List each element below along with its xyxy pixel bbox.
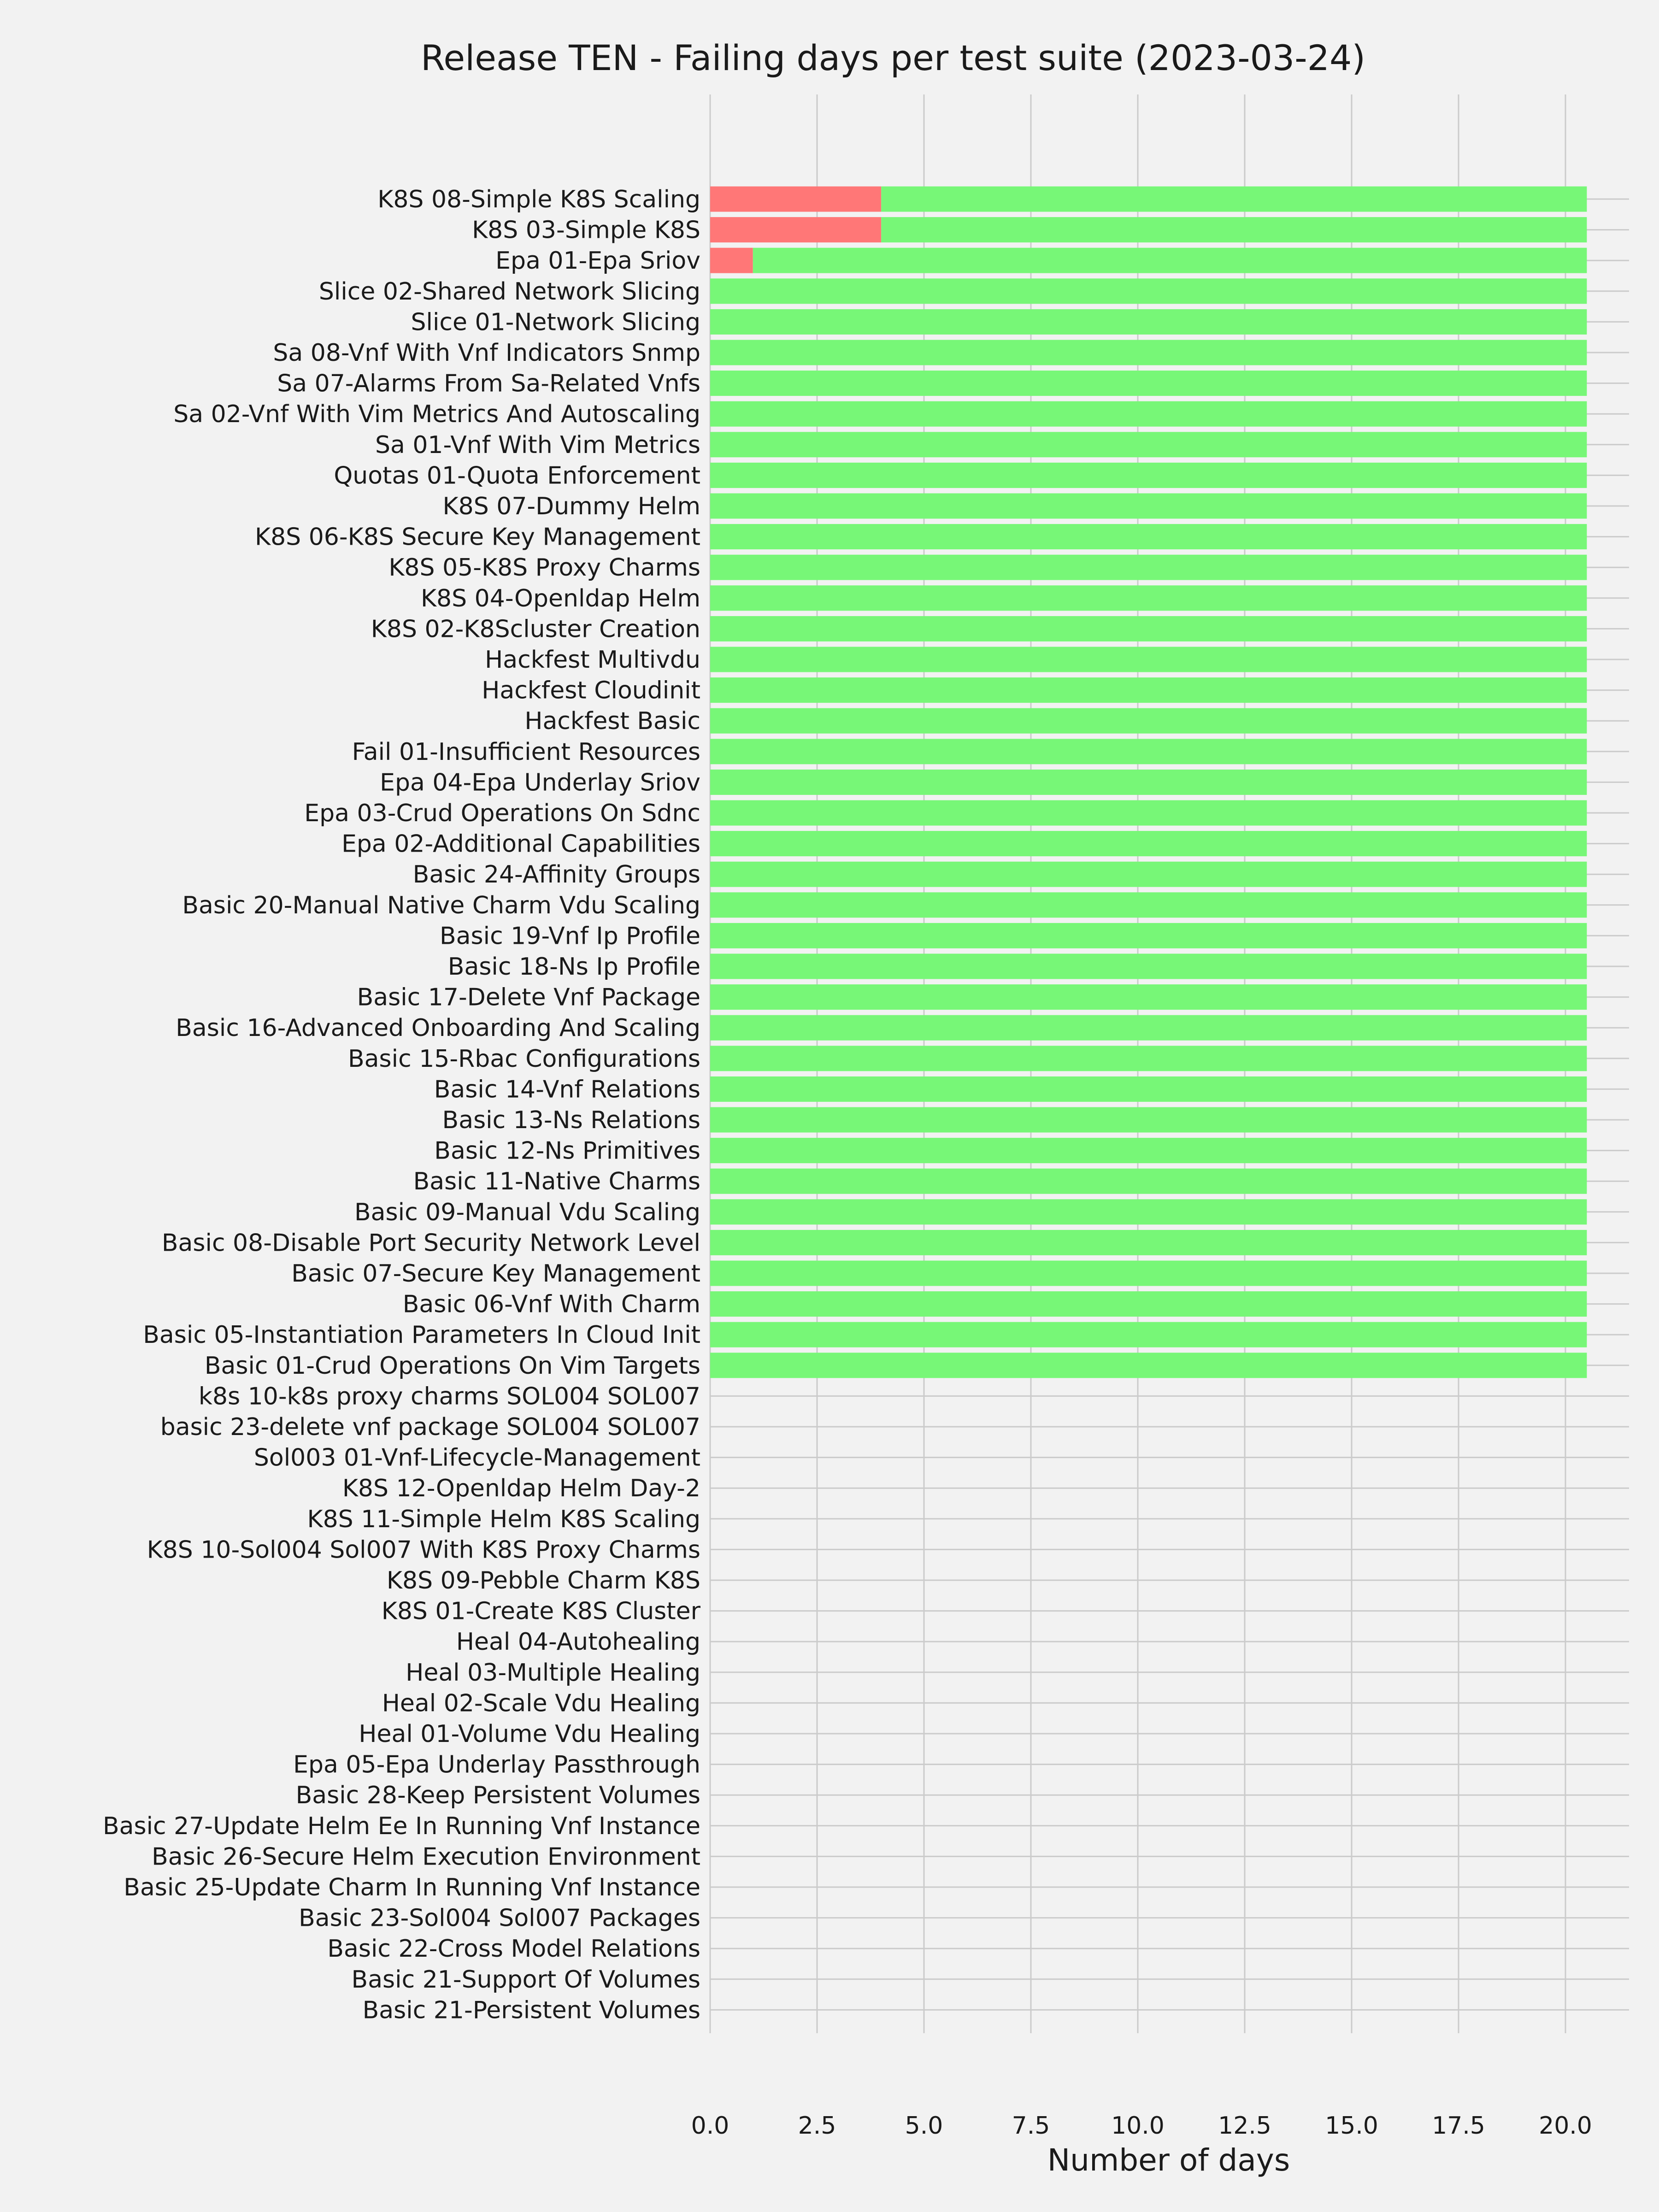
y-tick-label: K8S 08-Simple K8S Scaling xyxy=(377,186,700,213)
y-tick-label: Basic 19-Vnf Ip Profile xyxy=(439,922,700,950)
y-tick-label: Basic 26-Secure Helm Execution Environment xyxy=(152,1843,700,1871)
bar-passing xyxy=(710,278,1587,304)
bar-passing xyxy=(710,524,1587,549)
y-tick-label: Slice 02-Shared Network Slicing xyxy=(318,277,700,306)
y-tick-label: Basic 13-Ns Relations xyxy=(442,1106,700,1134)
y-tick-label: Basic 25-Update Charm In Running Vnf Instance xyxy=(124,1874,700,1901)
y-tick-label: Basic 22-Cross Model Relations xyxy=(327,1935,700,1963)
y-tick-label: Slice 01-Network Slicing xyxy=(411,308,700,336)
y-tick-label: K8S 10-Sol004 Sol007 With K8S Proxy Charms xyxy=(147,1536,700,1564)
y-tick-label: Basic 16-Advanced Onboarding And Scaling xyxy=(176,1014,700,1042)
y-tick-label: Heal 01-Volume Vdu Healing xyxy=(359,1720,700,1748)
y-tick-label: Basic 14-Vnf Relations xyxy=(434,1076,700,1104)
y-tick-label: Basic 05-Instantiation Parameters In Cloud Init xyxy=(143,1321,700,1349)
x-tick-label: 17.5 xyxy=(1432,2112,1485,2140)
y-tick-label: K8S 11-Simple Helm K8S Scaling xyxy=(307,1505,700,1533)
bar-passing xyxy=(710,1291,1587,1317)
y-tick-label: Basic 24-Affinity Groups xyxy=(412,861,700,889)
x-tick-labels xyxy=(691,2112,1592,2140)
y-tick-label: K8S 03-Simple K8S xyxy=(472,216,700,244)
y-tick-label: K8S 04-Openldap Helm xyxy=(420,584,700,612)
bar-passing xyxy=(710,923,1587,948)
y-tick-label: Epa 05-Epa Underlay Passthrough xyxy=(293,1751,700,1779)
y-tick-label: Basic 06-Vnf With Charm xyxy=(402,1290,700,1318)
x-tick-label: 5.0 xyxy=(905,2112,943,2140)
y-tick-label: Epa 03-Crud Operations On Sdnc xyxy=(304,800,700,827)
bar-passing xyxy=(710,555,1587,580)
x-tick-label: 10.0 xyxy=(1111,2112,1165,2140)
bar-passing xyxy=(710,340,1587,365)
bar-passing xyxy=(710,1169,1587,1194)
bar-passing xyxy=(710,831,1587,856)
bar-passing xyxy=(710,585,1587,611)
bar-passing xyxy=(710,984,1587,1010)
bar-passing xyxy=(753,248,1587,273)
x-axis-label: Number of days xyxy=(1047,2142,1290,2178)
bar-passing xyxy=(710,1353,1587,1378)
bar-failing xyxy=(710,217,881,242)
x-tick-label: 0.0 xyxy=(691,2112,729,2140)
y-tick-label: basic 23-delete vnf package SOL004 SOL007 xyxy=(160,1413,700,1441)
y-tick-label: Fail 01-Insufficient Resources xyxy=(352,738,700,766)
y-tick-label: Hackfest Cloudinit xyxy=(482,677,700,705)
chart-title: Release TEN - Failing days per test suite (2023-03-24) xyxy=(421,37,1365,78)
bar-passing xyxy=(881,187,1587,212)
y-tick-label: Sol003 01-Vnf-Lifecycle-Management xyxy=(253,1444,700,1472)
y-tick-label: Sa 07-Alarms From Sa-Related Vnfs xyxy=(277,370,700,398)
y-tick-label: Sa 08-Vnf With Vnf Indicators Snmp xyxy=(273,339,700,367)
y-tick-label: Heal 04-Autohealing xyxy=(456,1628,700,1656)
bar-passing xyxy=(881,217,1587,242)
bar-passing xyxy=(710,1015,1587,1041)
y-tick-label: Basic 18-Ns Ip Profile xyxy=(447,953,700,981)
bar-passing xyxy=(710,739,1587,764)
bar-failing xyxy=(710,248,753,273)
y-tick-label: K8S 01-Create K8S Cluster xyxy=(381,1597,700,1625)
y-tick-label: K8S 09-Pebble Charm K8S xyxy=(386,1567,700,1594)
bar-passing xyxy=(710,463,1587,488)
y-tick-label: Basic 17-Delete Vnf Package xyxy=(357,983,700,1012)
y-tick-label: Basic 09-Manual Vdu Scaling xyxy=(354,1198,700,1226)
bar-passing xyxy=(710,1261,1587,1286)
x-tick-label: 2.5 xyxy=(798,2112,836,2140)
bar-passing xyxy=(710,862,1587,887)
y-tick-label: Quotas 01-Quota Enforcement xyxy=(334,462,700,490)
bar-passing xyxy=(710,677,1587,703)
y-tick-label: Basic 28-Keep Persistent Volumes xyxy=(295,1782,700,1810)
y-tick-label: Sa 02-Vnf With Vim Metrics And Autoscaling xyxy=(173,400,700,429)
y-tick-label: k8s 10-k8s proxy charms SOL004 SOL007 xyxy=(198,1382,700,1411)
y-tick-label: K8S 05-K8S Proxy Charms xyxy=(388,554,700,582)
bar-passing xyxy=(710,1107,1587,1133)
y-tick-label: K8S 02-K8Scluster Creation xyxy=(371,615,700,643)
bar-passing xyxy=(710,708,1587,734)
y-tick-label: Basic 15-Rbac Configurations xyxy=(348,1045,700,1073)
x-tick-label: 20.0 xyxy=(1539,2112,1592,2140)
y-tick-label: Heal 02-Scale Vdu Healing xyxy=(382,1689,700,1718)
x-tick-label: 15.0 xyxy=(1325,2112,1378,2140)
y-tick-label: Basic 23-Sol004 Sol007 Packages xyxy=(299,1904,700,1932)
y-tick-label: K8S 07-Dummy Helm xyxy=(442,493,700,520)
bar-passing xyxy=(710,954,1587,979)
bar-passing xyxy=(710,309,1587,335)
y-tick-label: K8S 12-Openldap Helm Day-2 xyxy=(342,1475,700,1503)
bar-passing xyxy=(710,1230,1587,1255)
y-tick-label: Epa 01-Epa Sriov xyxy=(495,247,700,275)
y-tick-label: K8S 06-K8S Secure Key Management xyxy=(254,523,700,551)
bar-passing xyxy=(710,1199,1587,1224)
y-tick-label: Hackfest Basic xyxy=(524,707,700,735)
y-tick-label: Basic 21-Support Of Volumes xyxy=(351,1965,700,1994)
y-tick-label: Epa 02-Additional Capabilities xyxy=(341,830,700,858)
y-tick-label: Heal 03-Multiple Healing xyxy=(406,1659,700,1687)
y-tick-label: Basic 07-Secure Key Management xyxy=(291,1260,700,1288)
y-tick-label: Hackfest Multivdu xyxy=(485,646,700,674)
y-tick-label: Basic 01-Crud Operations On Vim Targets xyxy=(204,1352,700,1380)
y-tick-label: Basic 21-Persistent Volumes xyxy=(362,1996,700,2024)
x-tick-label: 7.5 xyxy=(1012,2112,1050,2140)
y-tick-label: Basic 27-Update Helm Ee In Running Vnf Instance xyxy=(102,1812,700,1840)
bar-passing xyxy=(710,892,1587,918)
y-tick-label: Basic 08-Disable Port Security Network Level xyxy=(161,1229,700,1257)
bar-passing xyxy=(710,1046,1587,1071)
y-tick-label: Sa 01-Vnf With Vim Metrics xyxy=(375,431,700,459)
bar-passing xyxy=(710,401,1587,427)
bar-passing xyxy=(710,647,1587,672)
bar-failing xyxy=(710,187,881,212)
y-tick-label: Basic 11-Native Charms xyxy=(413,1168,700,1196)
bar-passing xyxy=(710,800,1587,826)
bar-passing xyxy=(710,1322,1587,1347)
bar-passing xyxy=(710,616,1587,641)
bar-passing xyxy=(710,494,1587,519)
bar-passing xyxy=(710,432,1587,457)
bar-passing xyxy=(710,1138,1587,1163)
x-tick-label: 12.5 xyxy=(1218,2112,1271,2140)
bar-passing xyxy=(710,1077,1587,1102)
bars xyxy=(710,187,1587,1378)
y-tick-label: Basic 12-Ns Primitives xyxy=(434,1137,700,1165)
bar-passing xyxy=(710,371,1587,396)
y-tick-label: Epa 04-Epa Underlay Sriov xyxy=(380,769,700,797)
y-tick-label: Basic 20-Manual Native Charm Vdu Scaling xyxy=(182,891,700,919)
bar-passing xyxy=(710,770,1587,795)
